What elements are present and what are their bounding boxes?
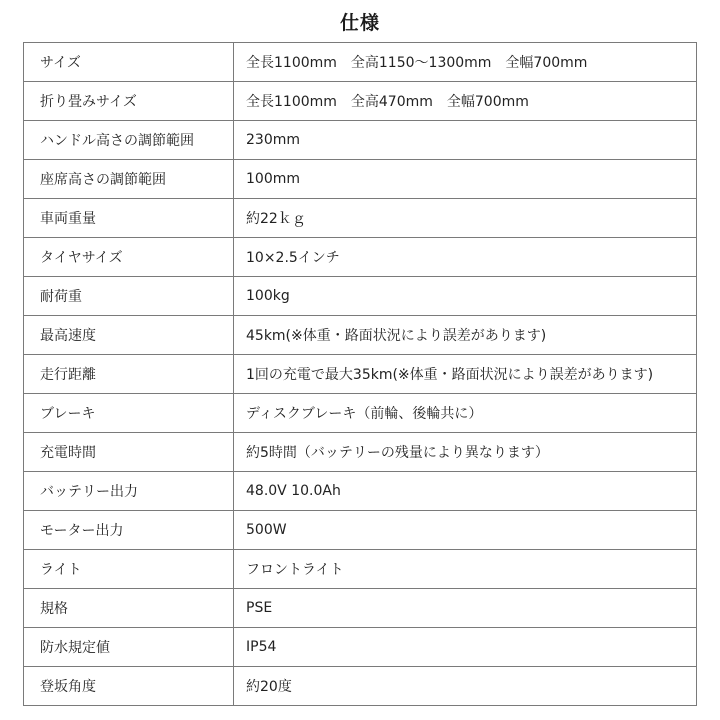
spec-label: 耐荷重	[24, 277, 234, 316]
spec-label: 最高速度	[24, 316, 234, 355]
spec-value: IP54	[234, 628, 697, 667]
spec-label: ハンドル高さの調節範囲	[24, 121, 234, 160]
spec-label: サイズ	[24, 43, 234, 82]
spec-label: 走行距離	[24, 355, 234, 394]
spec-label: 折り畳みサイズ	[24, 82, 234, 121]
spec-label: 車両重量	[24, 199, 234, 238]
table-row	[24, 121, 697, 160]
spec-label: 規格	[24, 589, 234, 628]
spec-label: タイヤサイズ	[24, 238, 234, 277]
table-row	[24, 628, 697, 667]
spec-value: 100kg	[234, 277, 697, 316]
table-row	[24, 589, 697, 628]
table-row	[24, 433, 697, 472]
table-row	[24, 667, 697, 706]
table-row	[24, 199, 697, 238]
spec-value: 45km(※体重・路面状況により誤差があります)	[234, 316, 697, 355]
table-row	[24, 277, 697, 316]
table-row	[24, 550, 697, 589]
spec-value: 500W	[234, 511, 697, 550]
spec-table	[23, 42, 697, 706]
spec-value: 全長1100mm 全高470mm 全幅700mm	[234, 82, 697, 121]
spec-value: 100mm	[234, 160, 697, 199]
table-row	[24, 43, 697, 82]
spec-label: バッテリー出力	[24, 472, 234, 511]
table-row	[24, 82, 697, 121]
table-row	[24, 238, 697, 277]
table-row	[24, 160, 697, 199]
spec-label: モーター出力	[24, 511, 234, 550]
spec-value: ディスクブレーキ（前輪、後輪共に）	[234, 394, 697, 433]
spec-label: 防水規定値	[24, 628, 234, 667]
spec-value: フロントライト	[234, 550, 697, 589]
spec-value: 230mm	[234, 121, 697, 160]
table-row	[24, 511, 697, 550]
spec-value: 1回の充電で最大35km(※体重・路面状況により誤差があります)	[234, 355, 697, 394]
spec-value: 48.0V 10.0Ah	[234, 472, 697, 511]
spec-label: 充電時間	[24, 433, 234, 472]
spec-value: 約22ｋｇ	[234, 199, 697, 238]
spec-value: 約5時間（バッテリーの残量により異なります）	[234, 433, 697, 472]
spec-label: ライト	[24, 550, 234, 589]
table-row	[24, 355, 697, 394]
table-row	[24, 472, 697, 511]
spec-value: 10×2.5インチ	[234, 238, 697, 277]
spec-label: ブレーキ	[24, 394, 234, 433]
spec-value: 全長1100mm 全高1150〜1300mm 全幅700mm	[234, 43, 697, 82]
page-title: 仕様	[339, 12, 380, 34]
spec-value: PSE	[234, 589, 697, 628]
table-row	[24, 394, 697, 433]
spec-label: 座席高さの調節範囲	[24, 160, 234, 199]
spec-value: 約20度	[234, 667, 697, 706]
table-row	[24, 316, 697, 355]
spec-label: 登坂角度	[24, 667, 234, 706]
